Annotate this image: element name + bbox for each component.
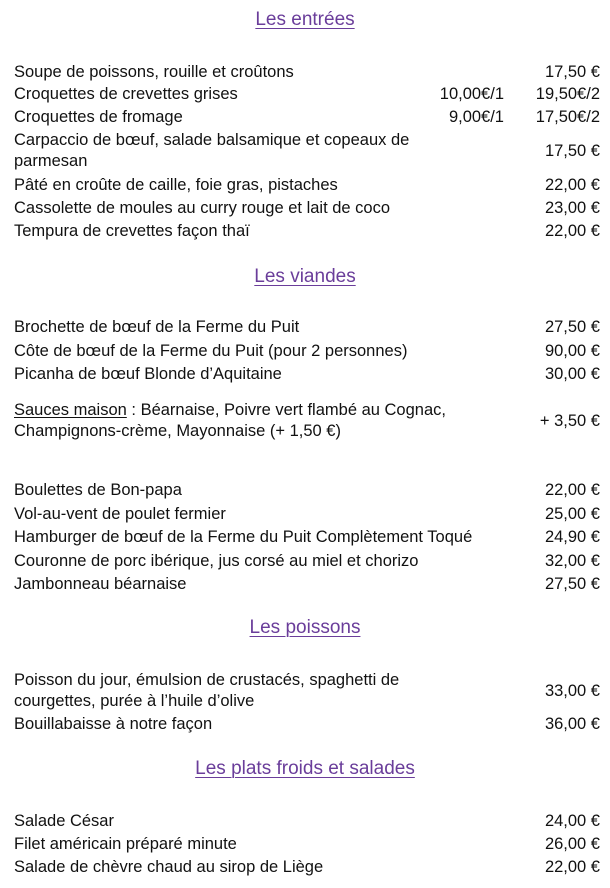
- sauces-label: Sauces maison: [14, 401, 127, 419]
- item-price: 22,00 €: [544, 222, 600, 240]
- item-price: 17,50€/2: [535, 108, 600, 126]
- item-name: Hamburger de bœuf de la Ferme du Puit Complètement Toqué: [14, 528, 473, 546]
- item-name: Côte de bœuf de la Ferme du Puit (pour 2 personnes): [14, 342, 408, 360]
- item-price: 26,00 €: [544, 835, 600, 853]
- item-name: Brochette de bœuf de la Ferme du Puit: [14, 318, 300, 336]
- item-name: Tempura de crevettes façon thaï: [14, 222, 250, 240]
- item-name: Boulettes de Bon-papa: [14, 481, 182, 499]
- item-price: 27,50 €: [544, 318, 600, 336]
- item-price: 22,00 €: [544, 176, 600, 194]
- item-price: 90,00 €: [544, 342, 600, 360]
- item-name: Croquettes de crevettes grises: [14, 85, 238, 103]
- sauces-row: [14, 400, 600, 444]
- menu-item: [14, 670, 600, 712]
- item-price: 27,50 €: [544, 575, 600, 593]
- item-price: 17,50 €: [544, 63, 600, 81]
- item-name: Vol-au-vent de poulet fermier: [14, 505, 226, 523]
- item-name: Poisson du jour, émulsion de crustacés, spaghetti de courgettes, purée à l’huile d’olive: [14, 671, 400, 710]
- item-price: 17,50 €: [544, 142, 600, 160]
- item-price: 22,00 €: [544, 481, 600, 499]
- section-title-viandes: Les viandes: [254, 266, 356, 287]
- item-name: Salade de chèvre chaud au sirop de Liège: [14, 858, 324, 876]
- item-name: Couronne de porc ibérique, jus corsé au miel et chorizo: [14, 552, 419, 570]
- item-name: Carpaccio de bœuf, salade balsamique et copeaux de parmesan: [14, 131, 410, 170]
- item-price: 32,00 €: [544, 552, 600, 570]
- item-name: Salade César: [14, 812, 114, 830]
- item-price: 24,00 €: [544, 812, 600, 830]
- item-price: 25,00 €: [544, 505, 600, 523]
- item-name: Cassolette de moules au curry rouge et lait de coco: [14, 199, 391, 217]
- item-price: 23,00 €: [544, 199, 600, 217]
- item-name: Filet américain préparé minute: [14, 835, 237, 853]
- item-name: Soupe de poissons, rouille et croûtons: [14, 63, 294, 81]
- item-price: 19,50€/2: [535, 85, 600, 103]
- item-name: Picanha de bœuf Blonde d’Aquitaine: [14, 365, 282, 383]
- item-name: Pâté en croûte de caille, foie gras, pistaches: [14, 176, 338, 194]
- item-half-price: 9,00€/1: [448, 108, 504, 126]
- item-name: Jambonneau béarnaise: [14, 575, 187, 593]
- item-price: 30,00 €: [544, 365, 600, 383]
- section-title-poissons: Les poissons: [249, 617, 361, 638]
- item-half-price: 10,00€/1: [439, 85, 504, 103]
- item-price: 24,90 €: [544, 528, 600, 546]
- item-name: Croquettes de fromage: [14, 108, 183, 126]
- section-title-entrees: Les entrées: [255, 9, 355, 30]
- sauces-text: : Béarnaise, Poivre vert flambé au Cognac, Champignons-crème, Mayonnaise (+ 1,50 €): [14, 401, 446, 440]
- item-price: 36,00 €: [544, 715, 600, 733]
- item-name: Bouillabaisse à notre façon: [14, 715, 213, 733]
- section-title-plats-froids: Les plats froids et salades: [195, 758, 415, 779]
- sauces-price: + 3,50 €: [539, 412, 600, 430]
- item-price: 22,00 €: [544, 858, 600, 876]
- item-price: 33,00 €: [544, 682, 600, 700]
- sauces-description: [14, 400, 494, 442]
- menu-item: [14, 130, 600, 172]
